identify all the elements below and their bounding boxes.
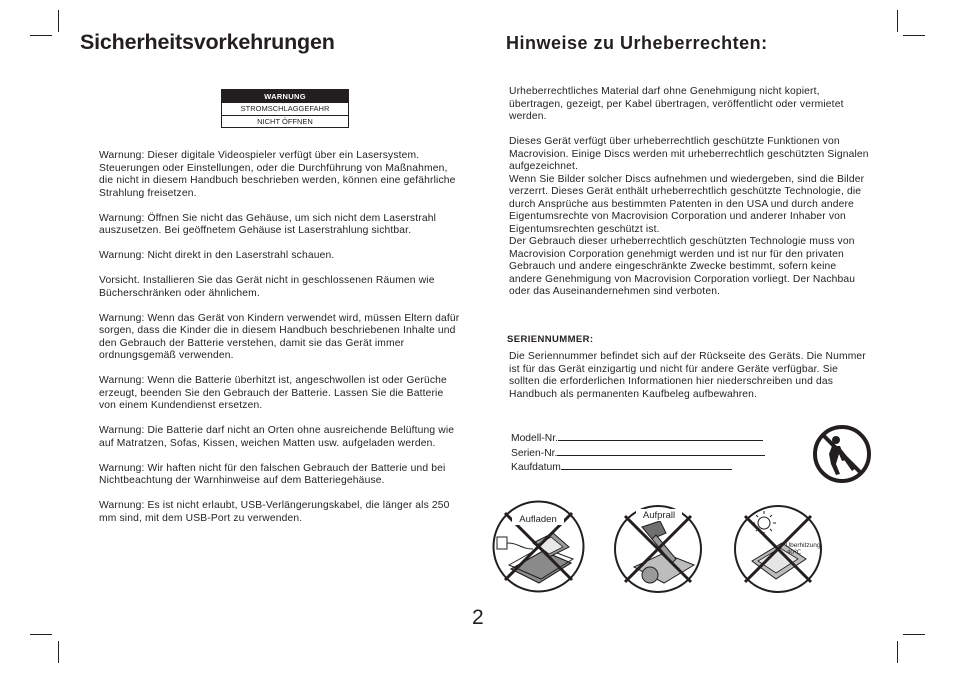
paragraph: Wenn Sie Bilder solcher Discs aufnehmen und wiedergeben, sind die Bilder verzerrt. Dieses Gerät enthält urheberrechtlich geschützte Technologie, die durch Ansprüche aus bestimmten Patenten in den USA und durch andere Eigentumsrechte von Macrovision Corporation und anderer Inhaber von Eigentumsrechten geschützt ist.	[509, 173, 865, 235]
temperature-label: 40℃	[786, 549, 802, 556]
safety-text	[99, 150, 461, 525]
model-field-line	[558, 431, 763, 441]
crop-mark	[897, 10, 898, 32]
page-title: Sicherheitsvorkehrungen	[80, 30, 335, 54]
crop-mark	[903, 634, 925, 635]
copyright-text	[509, 86, 871, 299]
paragraph: Urheberrechtliches Material darf ohne Genehmigung nicht kopiert, übertragen, gezeigt, per Kabel übertragen, veröffentlicht oder vermietet werden.	[509, 86, 844, 122]
paragraph: Warnung: Dieser digitale Videospieler verfügt über ein Lasersystem.	[99, 150, 420, 161]
crop-mark	[897, 641, 898, 663]
crop-mark	[903, 35, 925, 36]
no-charging-icon	[491, 499, 586, 594]
warning-label	[221, 89, 349, 128]
crop-mark	[30, 35, 52, 36]
serial-heading: SERIENNUMMER:	[507, 334, 594, 345]
date-field-label: Kaufdatum	[511, 462, 561, 473]
paragraph: Warnung: Die Batterie darf nicht an Orten ohne ausreichende Belüftung wie auf Matratzen, Sofas, Kissen, weichen Matten usw. aufgeladen werden.	[99, 425, 455, 449]
record-fields	[511, 431, 765, 475]
crop-mark	[30, 634, 52, 635]
model-field-label: Modell-Nr.	[511, 433, 558, 444]
paragraph: Warnung: Es ist nicht erlaubt, USB-Verlängerungskabel, die länger als 250 mm sind, mit dem USB-Port zu verwenden.	[99, 500, 450, 524]
crop-mark	[58, 641, 59, 663]
warning-label-heading: WARNUNG	[222, 90, 348, 103]
paragraph: Warnung: Wenn das Gerät von Kindern verwendet wird, müssen Eltern dafür sorgen, dass die Kinder die in diesem Handbuch beschriebenen Inhalte und den Gebrauch der Batterie verstehen, damit sie das Gerät immer ordnungsgemäß verwenden.	[99, 312, 460, 361]
paragraph: Warnung: Nicht direkt in den Laserstrahl schauen.	[99, 250, 335, 261]
no-overheat-icon	[732, 503, 824, 595]
paragraph: Der Gebrauch dieser urheberrechtlich geschützten Technologie muss von Macrovision Corporation genehmigt werden und ist nur für den privaten Gebrauch und andere eingeschränkte Zwecke bestimmt, sofern keine andere Genehmigung von Macrovision Corporation vorliegt. Der Nachbau oder das Auseinandernehmen sind verboten.	[509, 236, 856, 297]
paragraph: Dieses Gerät verfügt über urheberrechtlich geschützte Funktionen von Macrovision. Einige Discs werden mit urheberrechtlich geschützten Signalen aufgezeichnet.	[509, 136, 869, 172]
paragraph: Warnung: Wenn die Batterie überhitzt ist, angeschwollen ist oder Gerüche erzeugt, beenden Sie den Gebrauch der Batterie. Lassen Sie die Batterie von einem Kundendienst ersetzen.	[99, 375, 447, 411]
serial-text: Die Seriennummer befindet sich auf der Rückseite des Geräts. Die Nummer ist für das Gerät einzigartig und nicht für andere Geräte verfügbar. Sie sollten die erforderlichen Informationen hier niederschreiben und das Handbuch als permanenten Kaufbeleg aufbewahren.	[509, 351, 866, 400]
charging-label: Aufladen	[519, 514, 557, 525]
paragraph: Steuerungen oder Einstellungen, oder die Durchführung von Maßnahmen, die nicht in diesem Handbuch beschrieben werden, können eine gefährliche Strahlung freisetzen.	[99, 162, 456, 199]
no-impact-icon	[612, 503, 704, 595]
paragraph: Warnung: Wir haften nicht für den falschen Gebrauch der Batterie und bei Nichtbeachtung der Warnhinweise auf dem Batteriegehäuse.	[99, 462, 446, 486]
warning-label-line: STROMSCHLAGGEFAHR	[222, 103, 348, 116]
serial-field-line	[557, 446, 765, 456]
section-title-copyright: Hinweise zu Urheberrechten:	[506, 33, 768, 53]
paragraph: Vorsicht. Installieren Sie das Gerät nicht in geschlossenen Räumen wie Bücherschränken oder ähnlichem.	[99, 275, 435, 299]
paragraph: Warnung: Öffnen Sie nicht das Gehäuse, um sich nicht dem Laserstrahl auszusetzen. Bei geöffnetem Gehäuse ist Laserstrahlung sichtbar.	[99, 212, 437, 236]
serial-field-label: Serien-Nr.	[511, 447, 558, 459]
no-disassembly-icon	[812, 424, 872, 484]
overheat-label: Überhitzung	[785, 542, 821, 549]
page-number: 2	[472, 606, 484, 629]
impact-label: Aufprall	[642, 510, 676, 521]
warning-label-line: NICHT ÖFFNEN	[257, 117, 313, 126]
crop-mark	[58, 10, 59, 32]
date-field-line	[561, 460, 732, 470]
